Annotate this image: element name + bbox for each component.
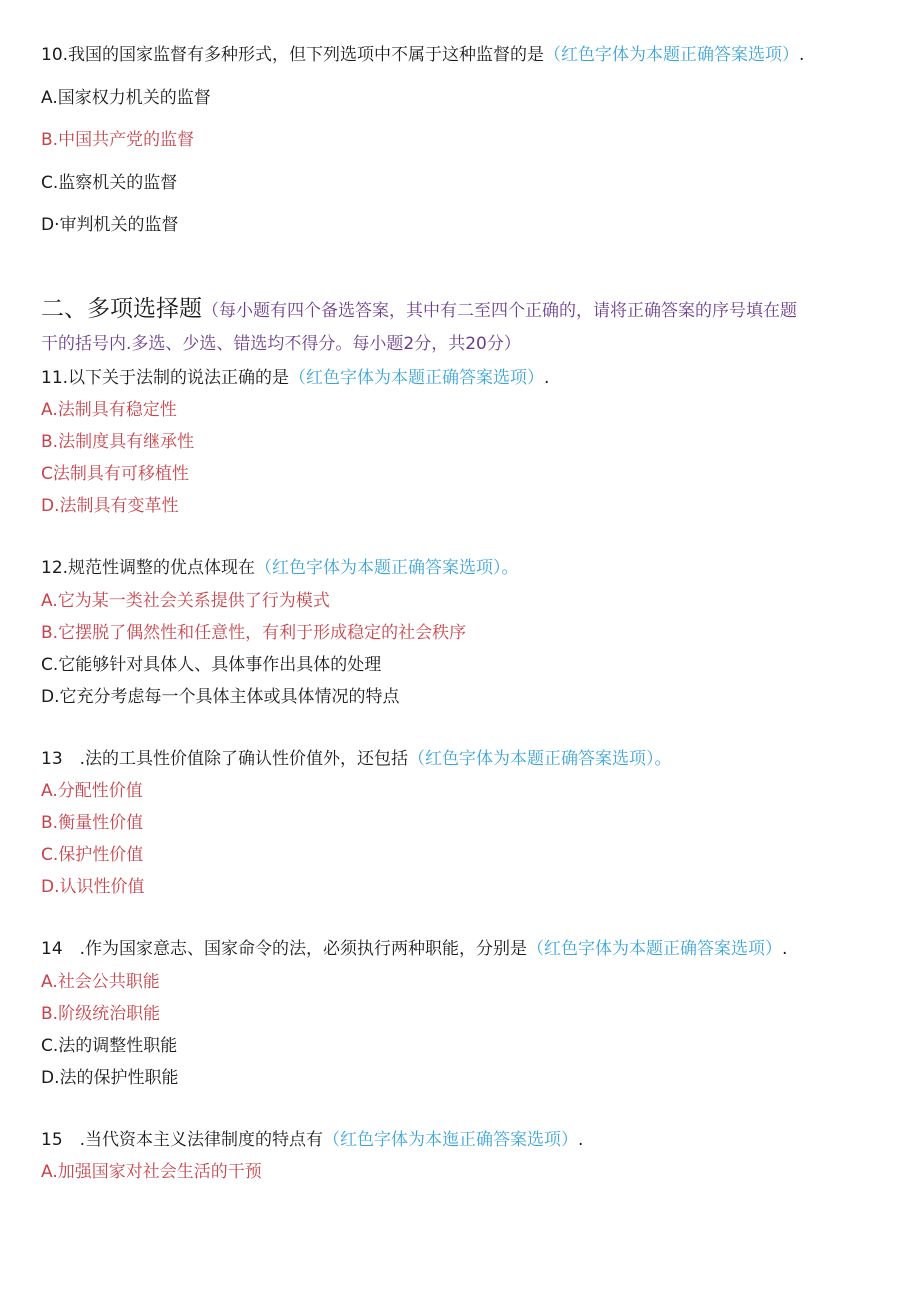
q11-hint: （红色字体为本题正确答案选项） <box>289 368 545 388</box>
q14-option-c: C.法的调整性职能 <box>41 1036 178 1056</box>
q11-stem: 11.以下关于法制的说法正确的是 <box>41 368 290 388</box>
q14-hint: （红色字体为本题正确答案选项） <box>527 939 783 959</box>
q10-option-b: B.中国共产党的监督 <box>41 130 195 150</box>
section2-title: 二、多项选择题 <box>41 296 202 322</box>
q11-option-d: D.法制具有变革性 <box>41 496 179 516</box>
section2-note-line1: （每小题有四个备选答案，其中有二至四个正确的，请将正确答案的序号填在题 <box>202 301 797 321</box>
q14-stem: 14 .作为国家意志、国家命令的法，必须执行两种职能，分别是 <box>41 939 528 959</box>
q11-stem-line <box>41 367 549 389</box>
q13-stem-line <box>41 748 672 770</box>
q15-stem: 15 .当代资本主义法律制度的特点有 <box>41 1130 324 1150</box>
q11-end: . <box>544 368 550 388</box>
q10-option-c: C.监察机关的监督 <box>41 173 178 193</box>
q14-option-b: B.阶级统治职能 <box>41 1004 161 1024</box>
q12-hint: （红色字体为本题正确答案选项）。 <box>255 558 519 578</box>
q15-end: . <box>578 1130 584 1150</box>
q13-option-d: D.认识性价值 <box>41 877 145 897</box>
q13-hint: （红色字体为本题正确答案选项）。 <box>408 749 672 769</box>
q14-stem-line <box>41 938 787 960</box>
section2-heading <box>41 295 797 325</box>
section2-note-line2: 干的括号内.多选、少选、错选均不得分。每小题2分，共20分） <box>41 334 521 354</box>
q15-hint: （红色字体为本迤正确答案选项） <box>323 1130 579 1150</box>
q12-option-b: B.它摆脱了偶然性和任意性，有利于形成稳定的社会秩序 <box>41 623 467 643</box>
q12-stem-line <box>41 557 519 579</box>
q12-option-a: A.它为某一类社会关系提供了行为模式 <box>41 591 330 611</box>
q10-end: . <box>799 45 805 65</box>
q14-option-a: A.社会公共职能 <box>41 972 160 992</box>
q14-option-d: D.法的保护性职能 <box>41 1068 179 1088</box>
q10-stem: 10.我国的国家监督有多种形式，但下列选项中不属于这种监督的是 <box>41 45 545 65</box>
q10-option-d: D·审判机关的监督 <box>41 215 179 235</box>
q13-option-a: A.分配性价值 <box>41 781 143 801</box>
q13-stem: 13 .法的工具性价值除了确认性价值外，还包括 <box>41 749 409 769</box>
q15-option-a: A.加强国家对社会生活的干预 <box>41 1162 262 1182</box>
q10-option-a: A.国家权力机关的监督 <box>41 88 211 108</box>
q15-stem-line <box>41 1129 583 1151</box>
q13-option-b: B.衡量性价值 <box>41 813 144 833</box>
q11-option-b: B.法制度具有继承性 <box>41 432 195 452</box>
q11-option-a: A.法制具有稳定性 <box>41 400 177 420</box>
q12-option-c: C.它能够针对具体人、具体事作出具体的处理 <box>41 655 382 675</box>
q12-stem: 12.规范性调整的优点体现在 <box>41 558 256 578</box>
q13-option-c: C.保护性价值 <box>41 845 144 865</box>
q10-hint: （红色字体为本题正确答案选项） <box>544 45 800 65</box>
q12-option-d: D.它充分考虑每一个具体主体或具体情况的特点 <box>41 687 400 707</box>
q10-stem-line <box>41 44 804 66</box>
q14-end: . <box>782 939 788 959</box>
q11-option-c: C法制具有可移植性 <box>41 464 189 484</box>
